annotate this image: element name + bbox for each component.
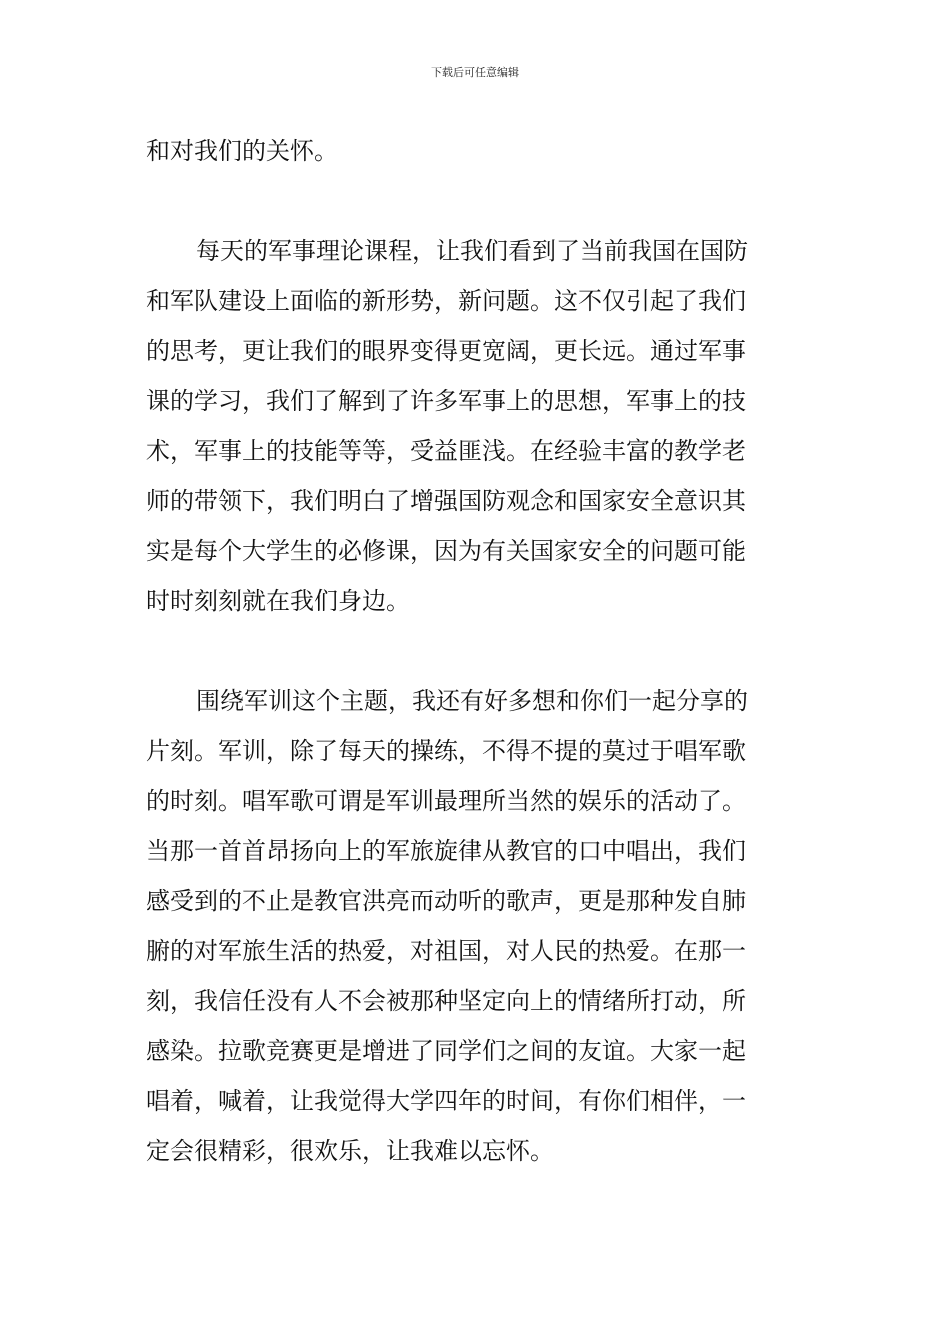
paragraph-3-line-9: 唱着，喊着，让我觉得大学四年的时间，有你们相伴，一 — [146, 1087, 746, 1115]
paragraph-2-line-6: 师的带领下，我们明白了增强国防观念和国家安全意识其 — [146, 487, 746, 515]
paragraph-2-line-5: 术，军事上的技能等等，受益匪浅。在经验丰富的教学老 — [146, 437, 746, 465]
paragraph-3-line-3: 的时刻。唱军歌可谓是军训最理所当然的娱乐的活动了。 — [146, 787, 746, 815]
paragraph-3-line-4: 当那一首首昂扬向上的军旅旋律从教官的口中唱出，我们 — [146, 837, 746, 865]
paragraph-gap — [146, 176, 808, 226]
paragraph-3-line-1: 围绕军训这个主题，我还有好多想和你们一起分享的 — [196, 687, 748, 715]
paragraph-2-line-3: 的思考，更让我们的眼界变得更宽阔，更长远。通过军事 — [146, 337, 746, 365]
paragraph-3-line-6: 腑的对军旅生活的热爱，对祖国，对人民的热爱。在那一 — [146, 937, 746, 965]
paragraph-2-line-4: 课的学习，我们了解到了许多军事上的思想，军事上的技 — [146, 387, 746, 415]
document-body — [146, 126, 808, 1176]
paragraph-gap — [146, 626, 808, 676]
paragraph-3-line-5: 感受到的不止是教官洪亮而动听的歌声，更是那种发自肺 — [146, 887, 746, 915]
page-header: 下载后可任意编辑 — [431, 66, 519, 79]
paragraph-3-line-10: 定会很精彩，很欢乐，让我难以忘怀。 — [146, 1137, 554, 1165]
paragraph-3-line-2: 片刻。军训，除了每天的操练，不得不提的莫过于唱军歌 — [146, 737, 746, 765]
paragraph-3-line-8: 感染。拉歌竞赛更是增进了同学们之间的友谊。大家一起 — [146, 1037, 746, 1065]
paragraph-2-line-7: 实是每个大学生的必修课，因为有关国家安全的问题可能 — [146, 537, 746, 565]
paragraph-3-line-7: 刻，我信任没有人不会被那种坚定向上的情绪所打动，所 — [146, 987, 746, 1015]
paragraph-1-line-1: 和对我们的关怀。 — [146, 137, 338, 165]
paragraph-2-line-2: 和军队建设上面临的新形势，新问题。这不仅引起了我们 — [146, 287, 746, 315]
paragraph-2-line-8: 时时刻刻就在我们身边。 — [146, 587, 410, 615]
paragraph-2-line-1: 每天的军事理论课程，让我们看到了当前我国在国防 — [196, 237, 748, 265]
